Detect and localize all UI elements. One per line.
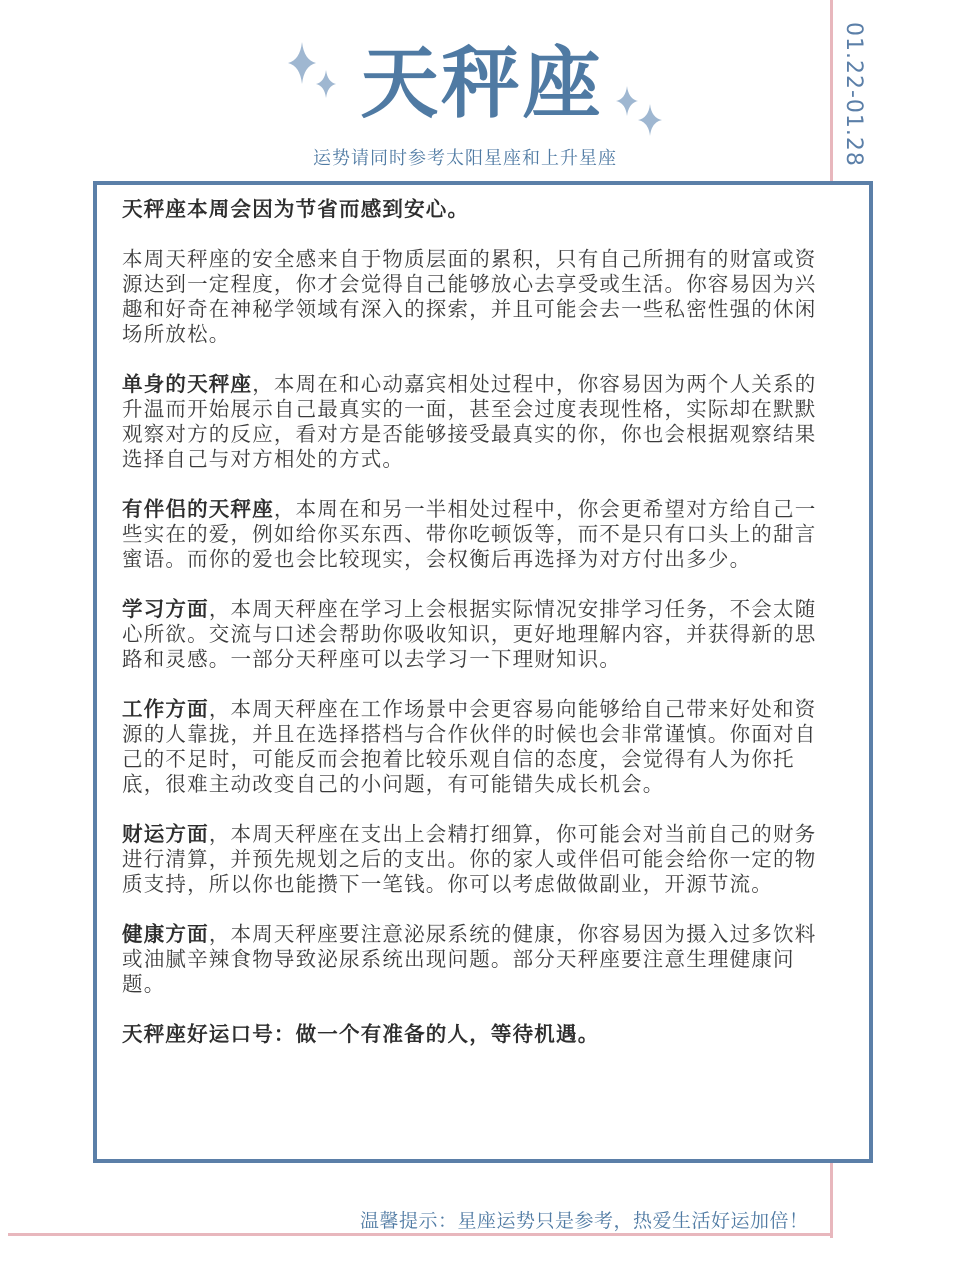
footer-tip: 温馨提示：星座运势只是参考，热爱生活好运加倍！ — [360, 1210, 809, 1232]
section-health: 健康方面，本周天秤座要注意泌尿系统的健康，你容易因为摄入过多饮料或油腻辛辣食物导致泌尿系统出现问题。部分天秤座要注意生理健康问题。 — [122, 922, 817, 996]
section-single: 单身的天秤座，本周在和心动嘉宾相处过程中，你容易因为两个人关系的升温而开始展示自己最真实的一面，甚至会过度表现性格，实际却在默默观察对方的反应，看对方是否能够接受最真实的你，你也会根据观察结果选择自己与对方相处的方式。 — [122, 372, 817, 471]
section-study: 学习方面，本周天秤座在学习上会根据实际情况安排学习任务，不会太随心所欲。交流与口述会帮助你吸收知识，更好地理解内容，并获得新的思路和灵感。一部分天秤座可以去学习一下理财知识。 — [122, 597, 817, 671]
sparkle-icon — [316, 70, 336, 98]
pink-horizontal-line — [8, 1233, 833, 1236]
sparkle-icon — [288, 42, 316, 84]
headline: 天秤座本周会因为节省而感到安心。 — [122, 197, 470, 221]
intro-paragraph: 本周天秤座的安全感来自于物质层面的累积，只有自己所拥有的财富或资源达到一定程度，你才会觉得自己能够放心去享受或生活。你容易因为兴趣和好奇在神秘学领域有深入的探索，并且可能会去一些私密性强的休闲场所放松。 — [122, 247, 817, 346]
sparkle-icon — [638, 104, 662, 136]
section-work: 工作方面，本周天秤座在工作场景中会更容易向能够给自己带来好处和资源的人靠拢，并且在选择搭档与合作伙伴的时候也会非常谨慎。你面对自己的不足时，可能反而会抱着比较乐观自信的态度，会觉得有人为你托底，很难主动改变自己的小问题，有可能错失成长机会。 — [122, 697, 817, 796]
page-subtitle: 运势请同时参考太阳星座和上升星座 — [313, 148, 617, 169]
card-content — [122, 197, 822, 1072]
page-title: 天秤座 — [360, 39, 604, 129]
section-partnered: 有伴侣的天秤座，本周在和另一半相处过程中，你会更希望对方给自己一些实在的爱，例如给你买东西、带你吃顿饭等，而不是只有口头上的甜言蜜语。而你的爱也会比较现实，会权衡后再选择为对方付出多少。 — [122, 497, 817, 571]
sparkle-icon — [616, 86, 638, 116]
section-wealth: 财运方面，本周天秤座在支出上会精打细算，你可能会对当前自己的财务进行清算，并预先规划之后的支出。你的家人或伴侣可能会给你一定的物质支持，所以你也能攒下一笔钱。你可以考虑做做副业，开源节流。 — [122, 822, 817, 896]
slogan: 天秤座好运口号：做一个有准备的人，等待机遇。 — [122, 1022, 600, 1046]
date-range: 01.22-01.28 — [841, 22, 866, 167]
horoscope-card — [93, 181, 873, 1163]
